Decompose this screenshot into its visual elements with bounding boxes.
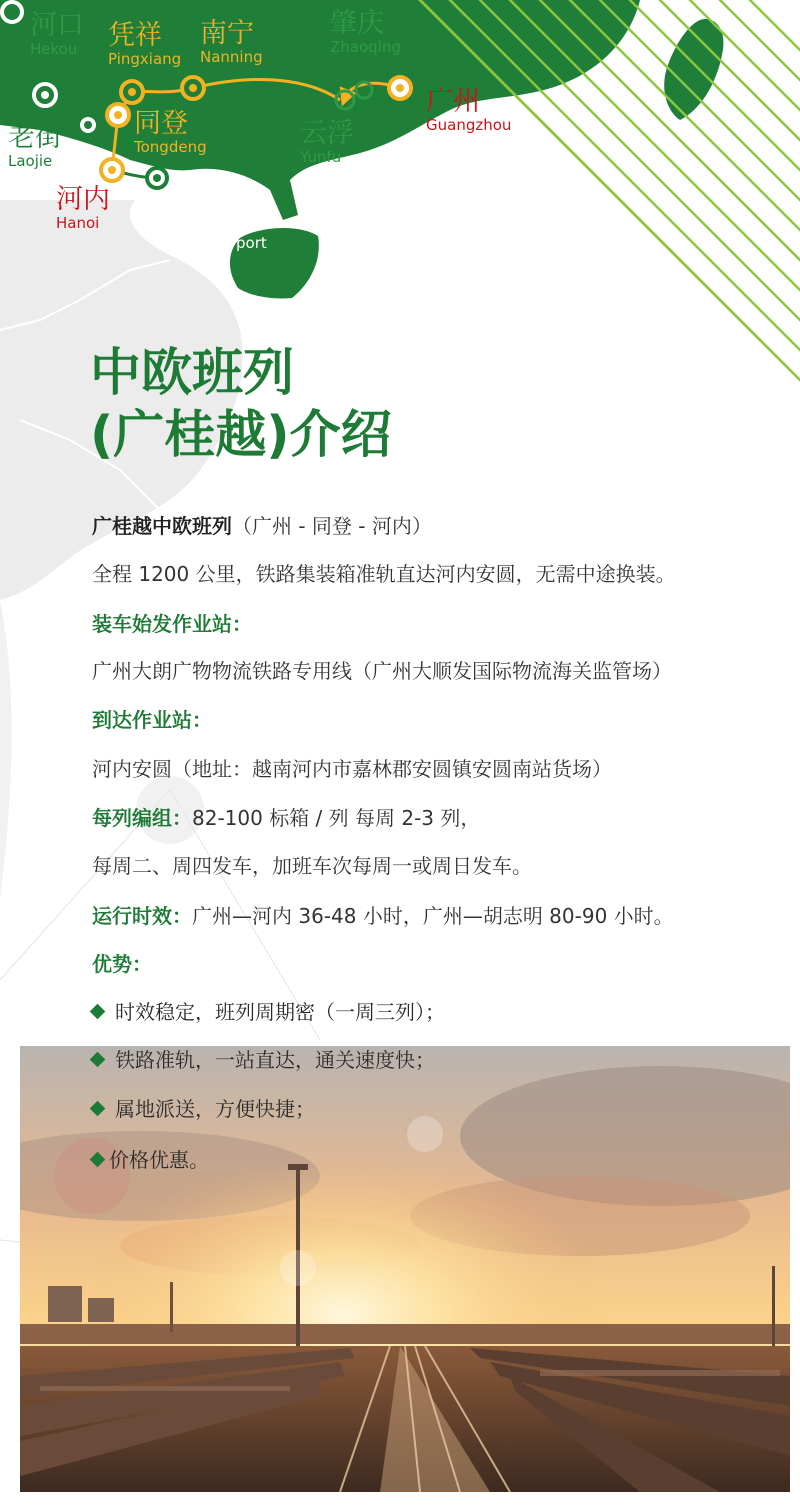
city-laojie bbox=[8, 124, 62, 169]
city-en-label: Nanning bbox=[200, 48, 263, 66]
city-en-label: Guangzhou bbox=[426, 116, 512, 134]
route-summary: 全程 1200 公里，铁路集装箱准轨直达河内安圆，无需中途换装。 bbox=[92, 562, 676, 586]
route-path: （广州 - 同登 - 河内） bbox=[232, 514, 432, 538]
advantage-text: 铁路准轨，一站直达，通关速度快； bbox=[115, 1048, 435, 1072]
city-cn-label: 同登 bbox=[134, 108, 188, 139]
city-en-label: Hekou bbox=[30, 40, 78, 58]
city-en-label: Tongdeng bbox=[134, 138, 207, 156]
diamond-bullet-icon bbox=[90, 1101, 106, 1117]
advantage-item bbox=[92, 998, 445, 1026]
city-cn-label: 南宁 bbox=[200, 18, 254, 49]
city-en-label: Hanoi bbox=[56, 214, 100, 232]
city-en-label: Zhaoqing bbox=[330, 38, 401, 56]
formation-value: 82-100 标箱 / 列 每周 2-3 列， bbox=[192, 806, 481, 830]
departure-label: 装车始发作业站： bbox=[92, 612, 252, 636]
landmass-grey-lower bbox=[0, 600, 12, 900]
page-title bbox=[90, 343, 392, 467]
formation-label: 每列编组： bbox=[92, 806, 192, 830]
formation-row bbox=[92, 804, 480, 832]
title-line-2: (广桂越)介绍 bbox=[90, 406, 392, 465]
transit-label: 运行时效： bbox=[92, 904, 192, 928]
city-en-label: Laojie bbox=[8, 152, 53, 170]
city-cn-label: 肇庆 bbox=[330, 8, 384, 39]
advantage-item bbox=[92, 1146, 209, 1174]
city-yunfu bbox=[300, 120, 354, 165]
city-hekou bbox=[30, 12, 84, 57]
schedule-text: 每周二、周四发车，加班车次每周一或周日发车。 bbox=[92, 854, 532, 878]
city-nanning bbox=[200, 20, 263, 65]
city-cn-label: 广州 bbox=[426, 86, 480, 117]
title-line-1: 中欧班列 bbox=[90, 344, 295, 403]
diamond-bullet-icon bbox=[90, 1052, 106, 1068]
transit-row bbox=[92, 902, 674, 930]
city-cn-label: 老街 bbox=[8, 122, 62, 153]
city-zhaoqing bbox=[330, 10, 401, 55]
city-cn-label: 云浮 bbox=[300, 118, 354, 149]
arrival-value: 河内安圆（地址：越南河内市嘉林郡安圆镇安圆南站货场） bbox=[92, 757, 612, 781]
city-cn-label: 凭祥 bbox=[108, 20, 162, 51]
city-cn-label: 河内 bbox=[56, 184, 110, 215]
city-tongdeng bbox=[134, 110, 207, 155]
advantage-item bbox=[92, 1046, 435, 1074]
advantages-label: 优势： bbox=[92, 952, 152, 976]
city-hanoi bbox=[56, 186, 110, 231]
city-pingxiang bbox=[108, 22, 181, 67]
city-en-label: Yunfu bbox=[300, 148, 342, 166]
port-label bbox=[236, 236, 267, 251]
city-en-label: Pingxiang bbox=[108, 50, 182, 68]
departure-value: 广州大朗广物物流铁路专用线（广州大顺发国际物流海关监管场） bbox=[92, 659, 672, 683]
advantage-text: 属地派送，方便快捷； bbox=[115, 1097, 315, 1121]
route-heading bbox=[92, 512, 432, 540]
city-cn-label: 河口 bbox=[30, 10, 84, 41]
city-guangzhou bbox=[426, 88, 511, 133]
transit-value: 广州—河内 36-48 小时，广州—胡志明 80-90 小时。 bbox=[192, 904, 674, 928]
advantage-item bbox=[92, 1095, 315, 1123]
diamond-bullet-icon bbox=[90, 1004, 106, 1020]
diamond-bullet-icon bbox=[90, 1152, 106, 1168]
advantage-text: 时效稳定，班列周期密（一周三列）； bbox=[115, 1000, 445, 1024]
arrival-label: 到达作业站： bbox=[92, 708, 212, 732]
port-text: port bbox=[236, 234, 267, 252]
advantage-text: 价格优惠。 bbox=[109, 1148, 209, 1172]
route-name: 广桂越中欧班列 bbox=[92, 514, 232, 538]
